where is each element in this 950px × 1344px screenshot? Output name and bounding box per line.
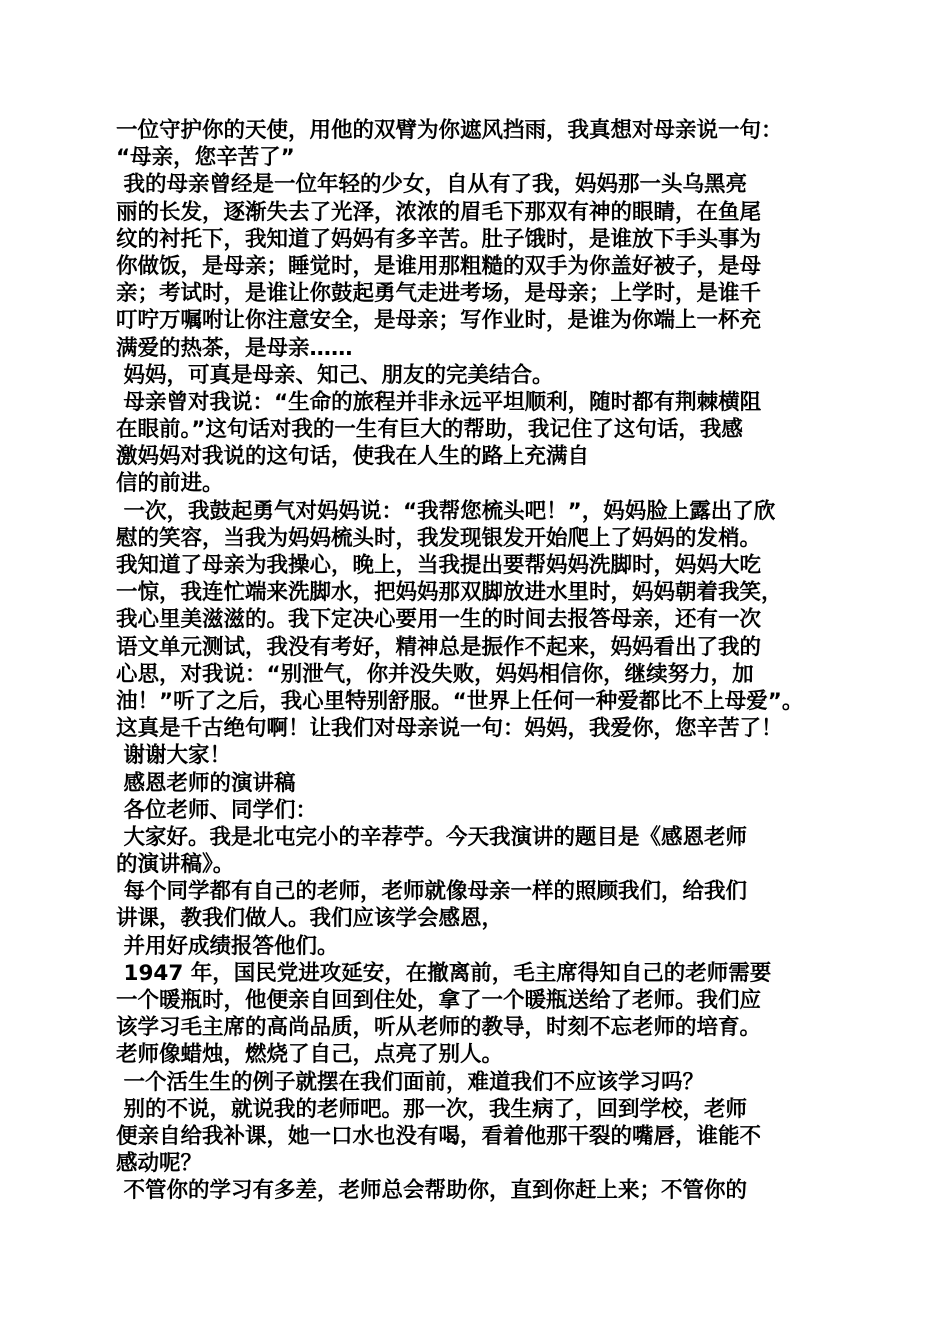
text-line: 1947 年，国民党进攻延安，在撤离前，毛主席得知自己的老师需要 [116,960,772,986]
text-line: 我心里美滋滋的。我下定决心要用一生的时间去报答母亲，还有一次 [116,607,762,633]
text-line: 大家好。我是北屯完小的辛荐苧。今天我演讲的题目是《感恩老师 [116,824,747,850]
text-line: 心思，对我说：“别泄气，你并没失败，妈妈相信你，继续努力，加 [116,661,754,687]
text-line: 谢谢大家！ [116,743,231,769]
text-line: 你做饭，是母亲；睡觉时，是谁用那粗糙的双手为你盖好被子，是母 [116,253,762,279]
text-line: 的演讲稿》。 [116,852,235,878]
text-line: 语文单元测试，我没有考好，精神总是振作不起来，妈妈看出了我的 [116,634,762,660]
text-line: 一个暖瓶时，他便亲自回到住处，拿了一个暖瓶送给了老师。我们应 [116,988,762,1013]
document-body [116,117,850,1205]
text-line: 不管你的学习有多差，老师总会帮助你，直到你赶上来；不管你的 [116,1178,747,1204]
text-line: 纹的衬托下，我知道了妈妈有多辛苦。肚子饿时，是谁放下手头事为 [116,226,762,252]
text-line: 一惊，我连忙端来洗脚水，把妈妈那双脚放进水里时，妈妈朝着我笑， [116,580,783,606]
text-line: 油！”听了之后，我心里特别舒服。“世界上任何一种爱都比不上母爱”。 [116,688,804,714]
text-line: 各位老师、同学们： [116,797,317,823]
text-line: 母亲曾对我说：“生命的旅程并非永远平坦顺利，随时都有荆棘横阻 [116,389,762,415]
text-line: 一位守护你的天使，用他的双臂为你遮风挡雨，我真想对母亲说一句： [116,118,783,143]
text-line: 便亲自给我补课，她一口水也没有喝，看着他那干裂的嘴唇，谁能不 [116,1123,762,1149]
text-line: 这真是千古绝句啊！让我们对母亲说一句：妈妈，我爱你，您辛苦了！ [116,716,783,742]
text-line: 丽的长发，逐渐失去了光泽，浓浓的眉毛下那双有神的眼睛，在鱼尾 [116,199,762,225]
text-line: 满爱的热茶，是母亲…… [116,335,353,361]
text-line: 感恩老师的演讲稿 [116,770,296,796]
text-line: 该学习毛主席的高尚品质，听从老师的教导，时刻不忘老师的培育。 [116,1015,762,1041]
text-line: 慰的笑容，当我为妈妈梳头时，我发现银发开始爬上了妈妈的发梢。 [116,525,762,551]
text-line: 我的母亲曾经是一位年轻的少女，自从有了我，妈妈那一头乌黑亮 [116,172,747,198]
text-line: “母亲，您辛苦了” [116,145,295,171]
text-line: 我知道了母亲为我操心，晚上，当我提出要帮妈妈洗脚时，妈妈大吃 [116,553,762,578]
text-line: 感动呢？ [116,1151,203,1177]
text-line: 并用好成绩报答他们。 [116,933,339,959]
text-line: 亲；考试时，是谁让你鼓起勇气走进考场，是母亲；上学时，是谁千 [116,281,762,307]
text-line: 信的前进。 [116,471,224,497]
text-line: 叮咛万嘱咐让你注意安全，是母亲；写作业时，是谁为你端上一杯充 [116,308,762,334]
text-line: 讲课，教我们做人。我们应该学会感恩， [116,906,504,932]
text-line: 别的不说，就说我的老师吧。那一次，我生病了，回到学校，老师 [116,1096,747,1122]
text-line: 老师像蜡烛，燃烧了自己，点亮了别人。 [116,1042,504,1068]
text-line: 在眼前。”这句话对我的一生有巨大的帮助，我记住了这句话，我感 [116,417,743,443]
text-line: 一次，我鼓起勇气对妈妈说：“我帮您梳头吧！”，妈妈脸上露出了欣 [116,498,776,524]
text-line: 一个活生生的例子就摆在我们面前，难道我们不应该学习吗？ [116,1069,704,1095]
text-line: 每个同学都有自己的老师，老师就像母亲一样的照顾我们，给我们 [116,879,747,905]
text-line: 激妈妈对我说的这句话，使我在人生的路上充满自 [116,444,590,470]
text-line: 妈妈，可真是母亲、知己、朋友的完美结合。 [116,362,554,388]
